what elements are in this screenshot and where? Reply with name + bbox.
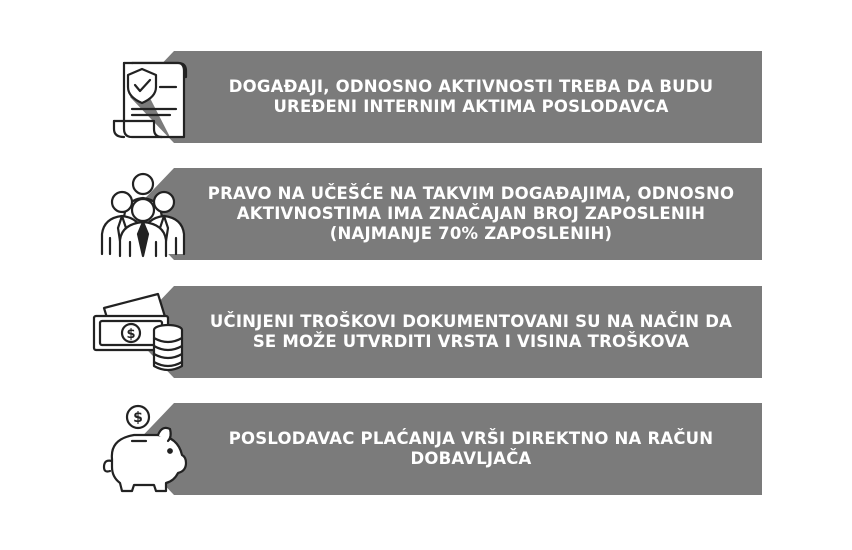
piggy-bank-icon [88,403,198,495]
list-item [0,403,852,495]
svg-text:$: $ [133,410,143,426]
document-shield-icon [88,51,198,143]
money-coins-icon [88,286,198,378]
list-item [0,286,852,378]
item-text: DOGAĐAJI, ODNOSNO AKTIVNOSTI TREBA DA BUDU UREĐENI INTERNIM AKTIMA POSLODAVCA [228,77,714,116]
people-group-icon [88,168,198,260]
svg-text:$: $ [126,327,136,342]
item-text: UČINJENI TROŠKOVI DOKUMENTOVANI SU NA NAČIN DA SE MOŽE UTVRDITI VRSTA I VISINA TROŠKOVA [209,312,733,351]
list-item [0,168,852,260]
item-text: POSLODAVAC PLAĆANJA VRŠI DIREKTNO NA RAČUN DOBAVLJAČA [228,429,714,468]
list-item [0,51,852,143]
item-text: PRAVO NA UČEŠĆE NA TAKVIM DOGAĐAJIMA, ODNOSNO AKTIVNOSTIMA IMA ZNAČAJAN BROJ ZAPOSLENIH (NAJMANJE 70% ZAPOSLENIH) [207,184,735,243]
